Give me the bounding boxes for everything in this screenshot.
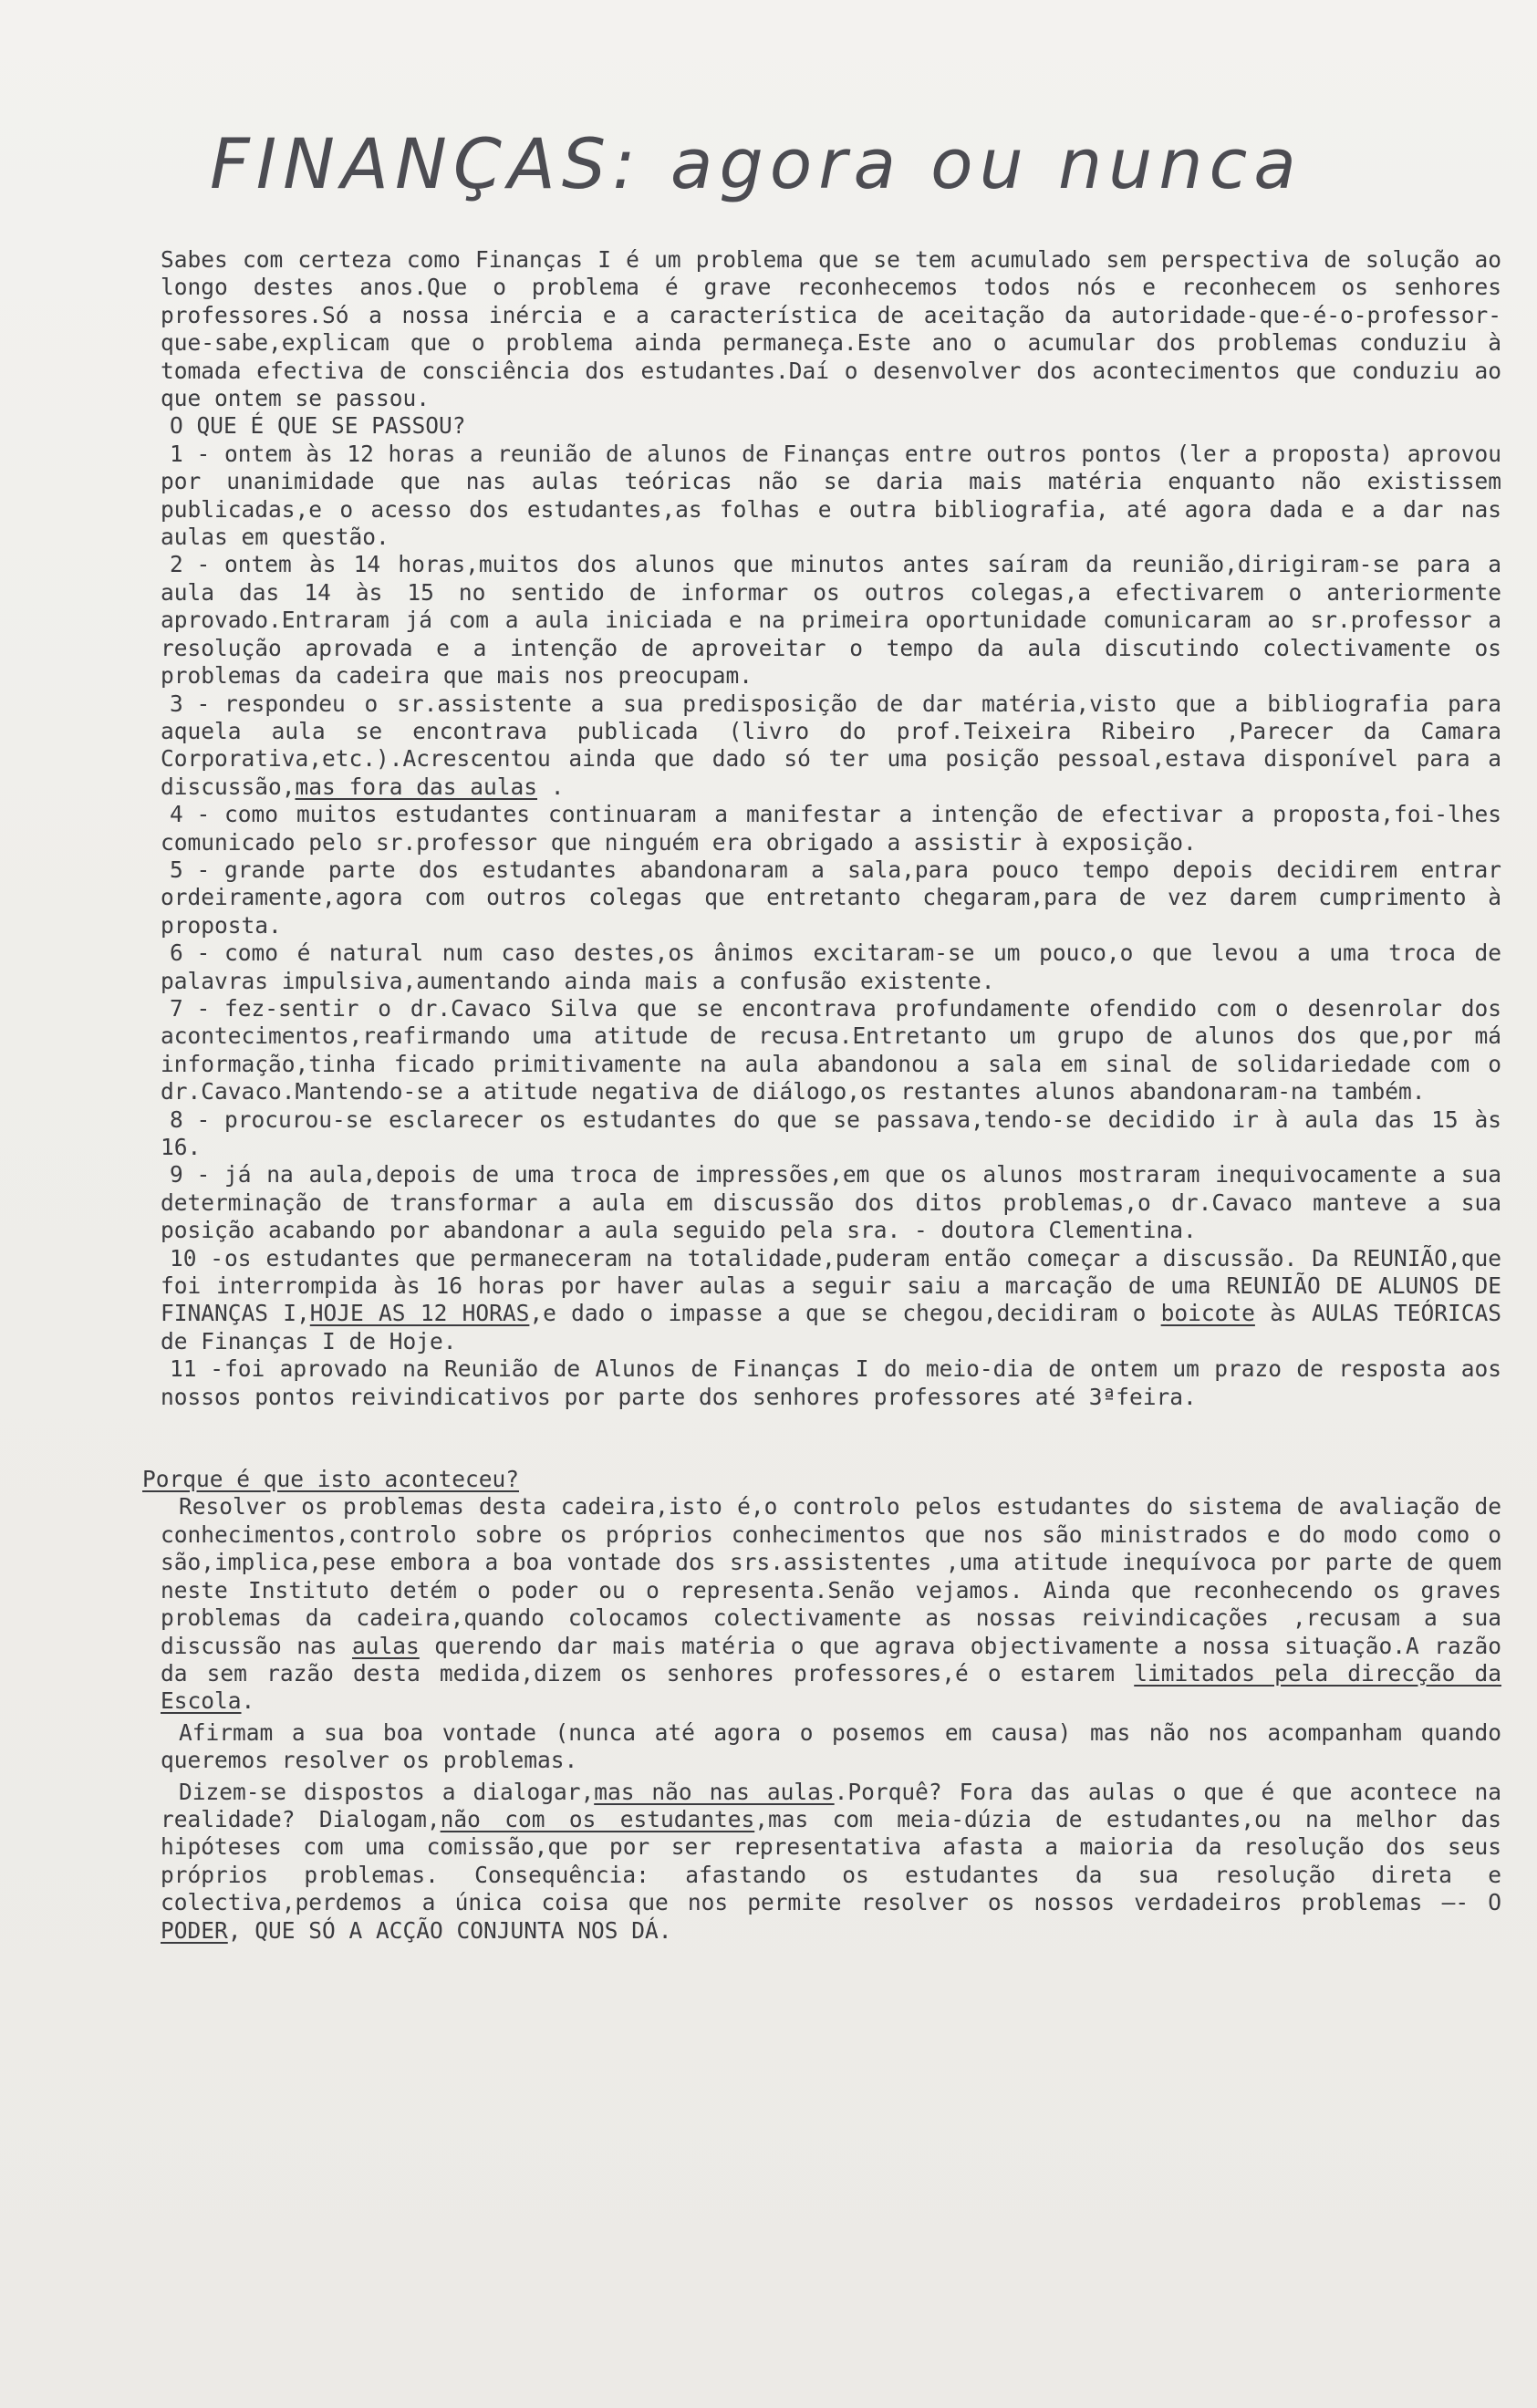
paragraph-text: ,mas com meia-dúzia de estudantes,ou na melhor das hipóteses com uma comissão,que por ser representativa afasta a maioria da resolução dos seus próprios problemas. Consequência: afastando os estudantes da sua resolução direta e colectiva,perdemos a única coisa que nos permite resolver os nossos verdadeiros problemas —- O [161, 1805, 1501, 1916]
underlined-text: não com os estudantes [440, 1805, 755, 1832]
item-text: ontem às 14 horas,muitos dos alunos que minutos antes saíram da reunião,dirigiram-se para a aula das 14 às 15 no sentido de informar os outros colegas,a efectivarem o anteriormente aprovado.Entraram já com a aula iniciada e na primeira oportunidade comunicaram ao sr.professor a resolução aprovada e a intenção de aproveitar o tempo da aula discutindo colectivamente os problemas da cadeira que mais nos preocupam. [161, 551, 1501, 690]
item-number: 1 - [170, 440, 211, 467]
item-text: os estudantes que permaneceram na totalidade,puderam então começar a discussão. Da REUNIÃO,que foi interrompida às 16 horas por haver aulas a seguir saiu a marcação de uma REUNIÃO DE ALUNOS DE FINANÇAS I, [161, 1244, 1501, 1327]
item-text: procurou-se esclarecer os estudantes do que se passava,tendo-se decidido ir à aula das 15 às 16. [161, 1105, 1501, 1160]
item-number: 2 - [170, 551, 211, 578]
item-text: como muitos estudantes continuaram a manifestar a intenção de efectivar a proposta,foi-lhes comunicado pelo sr.professor que ninguém era obrigado a assistir à exposição. [161, 801, 1501, 856]
item-text: respondeu o sr.assistente a sua predisposição de dar matéria,visto que a bibliografia para aquela aula se encontrava publicada (livro do prof.Teixeira Ribeiro ,Parecer da Camara Corporativa,etc.).Acrescentou ainda que dado só ter uma posição pessoal,estava disponível para a discussão, [161, 690, 1501, 800]
underlined-text: HOJE AS 12 HORAS [309, 1300, 530, 1327]
item-number: 7 - [170, 994, 211, 1022]
list-item [161, 939, 1501, 995]
item-number: 9 - [170, 1161, 211, 1188]
underlined-text: boicote [1160, 1300, 1255, 1327]
paragraph: Afirmam a sua boa vontade (nunca até agora o posemos em causa) mas não nos acompanham quando queremos resolver os problemas. [161, 1718, 1501, 1774]
document-body [142, 246, 1501, 1945]
item-text: ,e dado o impasse a que se chegou,decidiram o [529, 1300, 1161, 1327]
paragraph [161, 1779, 1501, 1945]
list-item [161, 690, 1501, 802]
item-text: grande parte dos estudantes abandonaram a sala,para pouco tempo depois decidirem entrar ordeiramente,agora com outros colegas que entretanto chegaram,para de vez darem cumprimento à proposta. [161, 856, 1501, 939]
list-item [161, 1245, 1501, 1356]
list-item [161, 441, 1501, 552]
item-number: 11 - [170, 1355, 224, 1383]
item-text: como é natural num caso destes,os ânimos excitaram-se um pouco,o que levou a uma troca de palavras impulsiva,aumentando ainda mais a confusão existente. [161, 939, 1501, 994]
underlined-text: aulas [352, 1632, 420, 1659]
item-text: ontem às 12 horas a reunião de alunos de Finanças entre outros pontos (ler a proposta) aprovou por unanimidade que nas aulas teóricas não se daria mais matéria enquanto não existissem publicadas,e o acesso dos estudantes,as folhas e outra bibliografia, até agora dada e a dar nas aulas em questão. [161, 440, 1501, 551]
item-number: 10 - [170, 1244, 224, 1271]
item-text: às AULAS TEÓRICAS de Finanças I de Hoje. [161, 1300, 1501, 1354]
list-item [161, 1161, 1501, 1244]
paragraph-text: Dizem-se dispostos a dialogar, [179, 1778, 595, 1805]
list-item [161, 1106, 1501, 1162]
underlined-text: mas não nas aulas [594, 1778, 835, 1805]
item-text: foi aprovado na Reunião de Alunos de Finanças I do meio-dia de ontem um prazo de resposta aos nossos pontos reivindicativos por parte dos senhores professores até 3ªfeira. [161, 1355, 1501, 1410]
item-text: . [537, 773, 565, 800]
question-heading: O QUE É QUE SE PASSOU? [170, 412, 466, 440]
paragraph-text: Resolver os problemas desta cadeira,isto é,o controlo pelos estudantes do sistema de avaliação de conhecimentos,controlo sobre os próprios conhecimentos que nos são ministrados e do modo como o são,implica,pese embora a boa vontade dos srs.assistentes ,uma atitude inequívoca por parte de quem neste Instituto detém o poder ou o representa.Senão vejamos. Ainda que reconhecendo os graves problemas da cadeira,quando colocamos colectivamente as nossas reivindicações ,recusam a sua discussão nas [161, 1493, 1501, 1659]
list-item [161, 551, 1501, 690]
item-number: 3 - [170, 690, 211, 717]
list-item [161, 1355, 1501, 1411]
page-title: FINANÇAS: agora ou nunca [210, 123, 1303, 204]
section-heading: Porque é que isto aconteceu? [142, 1466, 520, 1493]
underlined-text: PODER [161, 1916, 228, 1944]
underlined-text: mas fora das aulas [295, 773, 538, 800]
paragraph-text: , QUE SÓ A ACÇÃO CONJUNTA NOS DÁ. [227, 1916, 672, 1944]
underlined-text: limitados pela direcção da Escola [161, 1659, 1501, 1715]
paragraph-text: . [241, 1687, 255, 1715]
item-number: 6 - [170, 939, 211, 967]
paragraph-text: querendo dar mais matéria o que agrava objectivamente a nossa situação.A razão da sem razão desta medida,dizem os senhores professores,é o estarem [161, 1632, 1501, 1687]
item-number: 5 - [170, 856, 211, 883]
paragraph [161, 1493, 1501, 1715]
list-item [161, 995, 1501, 1106]
item-number: 4 - [170, 801, 211, 828]
list-item [161, 856, 1501, 939]
item-text: já na aula,depois de uma troca de impressões,em que os alunos mostraram inequivocamente a sua determinação de transformar a aula em discussão dos ditos problemas,o dr.Cavaco manteve a sua posição acabando por abandonar a aula seguido pela sra. - doutora Clementina. [161, 1161, 1501, 1244]
item-text: fez-sentir o dr.Cavaco Silva que se encontrava profundamente ofendido com o desenrolar dos acontecimentos,reafirmando uma atitude de recusa.Entretanto um grupo de alunos dos que,por má informação,tinha ficado primitivamente na aula abandonou a sala em sinal de solidariedade com o dr.Cavaco.Mantendo-se a atitude negativa de diálogo,os restantes alunos abandonaram-na também. [161, 994, 1501, 1105]
list-item [161, 801, 1501, 856]
intro-paragraph: Sabes com certeza como Finanças I é um problema que se tem acumulado sem perspectiva de solução ao longo destes anos.Que o problema é grave reconhecemos todos nós e reconhecem os senhores professores.Só a nossa inércia e a característica de aceitação da autoridade-que-é-o-professor- que-sabe,explicam que o problema ainda permaneça.Este ano o acumular dos problemas conduziu à tomada efectiva de consciência dos estudantes.Daí o desenvolver dos acontecimentos que conduziu ao que ontem se passou. [161, 246, 1501, 412]
paragraph-text: .Porquê? Fora das aulas o que é que acontece na realidade? Dialogam, [161, 1778, 1501, 1832]
item-number: 8 - [170, 1105, 211, 1133]
